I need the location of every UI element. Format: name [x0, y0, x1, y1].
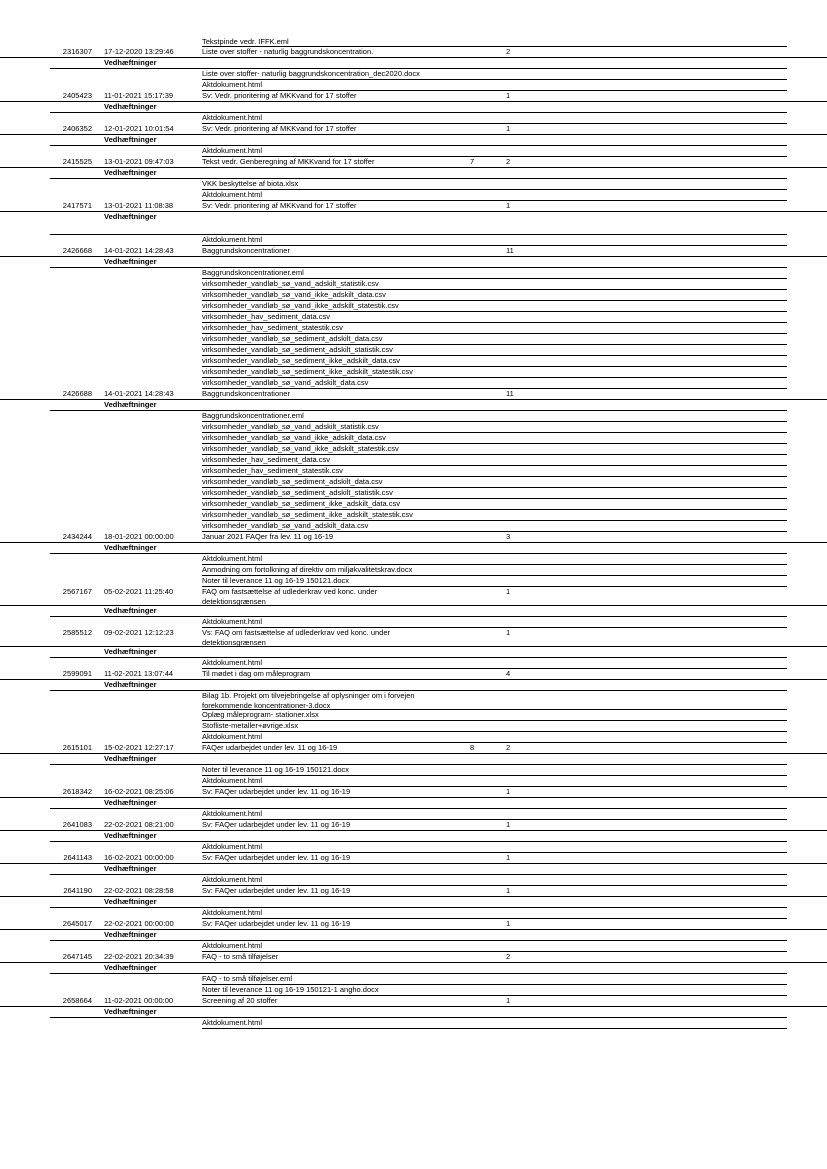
attachment-name: virksomheder_vandløb_sø_sediment_adskilt_statistik.csv	[202, 345, 393, 354]
attachments-label: Vedhæftninger	[104, 831, 157, 840]
record-row	[0, 919, 827, 930]
record-count-b: 1	[506, 886, 511, 895]
attachment-name: Aktdokument.html	[202, 190, 263, 199]
attachment-row	[0, 444, 827, 455]
attachment-name: Stofliste-metaller+øvrige.xlsx	[202, 721, 299, 730]
attachments-label-row	[0, 680, 827, 691]
top-attachment-row	[0, 37, 827, 47]
attachment-row	[0, 411, 827, 422]
attachment-row	[0, 367, 827, 378]
attachment-name: virksomheder_vandløb_sø_sediment_ikke_adskilt_data.csv	[202, 499, 401, 508]
attachment-name: Baggrundskoncentrationer.eml	[202, 411, 304, 420]
record-subject: Til mødet i dag om måleprogram	[202, 669, 311, 678]
attachments-label-row	[0, 930, 827, 941]
attachment-row	[0, 974, 827, 985]
attachments-label: Vedhæftninger	[104, 212, 157, 221]
record-id: 2426668	[62, 246, 92, 255]
record-count-b: 1	[506, 201, 511, 210]
attachments-label-row	[0, 102, 827, 113]
attachment-row	[0, 466, 827, 477]
attachment-name: virksomheder_vandløb_sø_vand_adskilt_statistik.csv	[202, 279, 379, 288]
attachments-label-row	[0, 606, 827, 617]
attachment-name: virksomheder_vandløb_sø_vand_adskilt_data.csv	[202, 378, 369, 387]
attachment-row	[0, 268, 827, 279]
attachment-row	[0, 617, 827, 628]
record-subject: Vs: FAQ om fastsættelse af udlederkrav ved konc. under detektionsgrænsen	[202, 628, 391, 647]
record-id: 2615101	[62, 743, 92, 752]
attachment-row	[0, 658, 827, 669]
attachment-name: virksomheder_vandløb_sø_sediment_ikke_adskilt_statestik.csv	[202, 367, 413, 376]
attachments-label: Vedhæftninger	[104, 680, 157, 689]
record-date: 13-01-2021 11:08:38	[104, 201, 174, 210]
record-subject: Sv: FAQer udarbejdet under lev. 11 og 16-19	[202, 919, 351, 928]
attachment-row	[0, 809, 827, 820]
record-count-b: 1	[506, 996, 511, 1005]
record-id: 2641143	[63, 853, 92, 862]
record-date: 13-01-2021 09:47:03	[104, 157, 174, 166]
record-id: 2316307	[62, 47, 92, 56]
record-id: 2417571	[62, 201, 92, 210]
attachment-row	[0, 510, 827, 521]
attachment-name: Aktdokument.html	[202, 732, 263, 741]
attachments-label-row	[0, 647, 827, 658]
record-date: 11-01-2021 15:17:39	[104, 91, 174, 100]
attachments-label: Vedhæftninger	[104, 864, 157, 873]
record-row	[0, 157, 827, 168]
record-subject: Tekst vedr. Genberegning af MKKvand for 17 stoffer	[202, 157, 375, 166]
attachments-label: Vedhæftninger	[104, 897, 157, 906]
record-count-b: 2	[506, 157, 511, 166]
attachment-row	[0, 710, 827, 721]
record-count-b: 11	[506, 246, 514, 255]
record-subject: Sv: FAQer udarbejdet under lev. 11 og 16-19	[202, 853, 351, 862]
record-count-b: 2	[506, 47, 511, 56]
attachment-name: Anmodning om fortolkning af direktiv om miljøkvalitetskrav.docx	[202, 565, 413, 574]
attachment-name: virksomheder_vandløb_sø_vand_ikke_adskilt_data.csv	[202, 433, 386, 442]
attachment-row	[0, 290, 827, 301]
record-subject: FAQ om fastsættelse af udlederkrav ved konc. under detektionsgrænsen	[202, 587, 378, 606]
record-date: 16-02-2021 08:25:06	[104, 787, 174, 796]
record-count-b: 1	[506, 587, 511, 596]
attachment-name: virksomheder_vandløb_sø_sediment_ikke_adskilt_statestik.csv	[202, 510, 413, 519]
attachment-name: Aktdokument.html	[202, 80, 263, 89]
record-date: 12-01-2021 10:01:54	[104, 124, 174, 133]
attachments-label: Vedhæftninger	[104, 963, 157, 972]
attachment-name: virksomheder_vandløb_sø_sediment_adskilt_data.csv	[202, 334, 383, 343]
record-row	[0, 124, 827, 135]
attachments-label-row	[0, 400, 827, 411]
attachment-name: virksomheder_vandløb_sø_vand_ikke_adskilt_statestik.csv	[202, 444, 399, 453]
attachment-name: Baggrundskoncentrationer.eml	[202, 268, 304, 277]
record-date: 17-12-2020 13:29:46	[104, 47, 174, 56]
attachment-row	[0, 113, 827, 124]
attachment-row	[0, 765, 827, 776]
record-count-b: 1	[506, 787, 511, 796]
attachments-label: Vedhæftninger	[104, 798, 157, 807]
record-row	[0, 47, 827, 58]
record-count-b: 3	[506, 532, 511, 541]
attachment-row	[0, 422, 827, 433]
attachment-row	[0, 521, 827, 532]
record-subject: FAQer udarbejdet under lev. 11 og 16-19	[202, 743, 338, 752]
attachment-row	[0, 345, 827, 356]
attachments-label: Vedhæftninger	[104, 754, 157, 763]
attachment-row	[0, 721, 827, 732]
record-row	[0, 669, 827, 680]
attachment-name: virksomheder_vandløb_sø_sediment_adskilt_statistik.csv	[202, 488, 393, 497]
record-id: 2585512	[62, 628, 92, 637]
attachments-label: Vedhæftninger	[104, 647, 157, 656]
attachment-row	[0, 1018, 827, 1029]
attachment-row	[0, 356, 827, 367]
attachment-name: virksomheder_hav_sediment_data.csv	[202, 312, 330, 321]
record-row	[0, 246, 827, 257]
record-id: 2641083	[62, 820, 92, 829]
attachment-row	[0, 378, 827, 389]
attachments-label: Vedhæftninger	[104, 1007, 157, 1016]
record-date: 18-01-2021 00:00:00	[104, 532, 174, 541]
record-date: 22-02-2021 00:00:00	[104, 919, 174, 928]
record-subject: Sv: FAQer udarbejdet under lev. 11 og 16-19	[202, 820, 351, 829]
attachment-row	[0, 323, 827, 334]
attachments-label-row	[0, 864, 827, 875]
record-subject: Sv: Vedr. prioritering af MKKvand for 17 stoffer	[202, 91, 357, 100]
attachment-row	[0, 279, 827, 290]
attachment-name: Aktdokument.html	[202, 809, 263, 818]
record-id: 2434244	[62, 532, 92, 541]
attachment-name: Aktdokument.html	[202, 908, 263, 917]
record-date: 14-01-2021 14:28:43	[104, 246, 174, 255]
attachments-label-row	[0, 798, 827, 809]
attachment-name: Aktdokument.html	[202, 1018, 263, 1027]
record-row	[0, 787, 827, 798]
attachment-row	[0, 776, 827, 787]
attachments-label: Vedhæftninger	[104, 58, 157, 67]
record-date: 22-02-2021 08:28:58	[104, 886, 174, 895]
attachment-name: Oplæg måleprogram- stationer.xlsx	[202, 710, 319, 719]
record-row	[0, 853, 827, 864]
record-subject: Baggrundskoncentrationer	[202, 246, 290, 255]
attachments-label-row	[0, 1007, 827, 1018]
record-id: 2641190	[63, 886, 92, 895]
attachment-name: virksomheder_vandløb_sø_vand_adskilt_data.csv	[202, 521, 369, 530]
attachment-name: virksomheder_hav_sediment_statestik.csv	[202, 466, 343, 475]
record-date: 05-02-2021 11:25:40	[104, 587, 174, 596]
attachment-name: Aktdokument.html	[202, 875, 263, 884]
attachments-label-row	[0, 168, 827, 179]
attachment-name: Aktdokument.html	[202, 617, 263, 626]
attachments-label: Vedhæftninger	[104, 400, 157, 409]
record-count-a: 7	[470, 157, 475, 166]
attachment-row	[0, 908, 827, 919]
attachments-label-row	[0, 963, 827, 974]
attachments-label-row	[0, 897, 827, 908]
record-count-b: 4	[506, 669, 511, 678]
record-id: 2405423	[62, 91, 92, 100]
attachment-row	[0, 301, 827, 312]
attachment-name: Aktdokument.html	[202, 776, 263, 785]
record-row	[0, 996, 827, 1007]
record-count-b: 1	[506, 919, 511, 928]
attachment-row	[0, 875, 827, 886]
document-table	[0, 37, 827, 1029]
attachment-row	[0, 732, 827, 743]
record-subject: Sv: Vedr. prioritering af MKKvand for 17 stoffer	[202, 201, 357, 210]
record-date: 11-02-2021 13:07:44	[104, 669, 174, 678]
attachment-name: Noter til leverance 11 og 16-19 150121.docx	[202, 576, 350, 585]
record-subject: Sv: FAQer udarbejdet under lev. 11 og 16-19	[202, 787, 351, 796]
record-row	[0, 389, 827, 400]
attachment-name: Aktdokument.html	[202, 842, 263, 851]
attachment-name: Tekstpinde vedr. IFFK.eml	[202, 37, 289, 46]
attachments-label: Vedhæftninger	[104, 606, 157, 615]
record-date: 16-02-2021 00:00:00	[104, 853, 174, 862]
attachment-row	[0, 985, 827, 996]
attachments-label-row	[0, 754, 827, 765]
attachment-row	[0, 488, 827, 499]
attachment-row	[0, 576, 827, 587]
attachment-name: Noter til leverance 11 og 16-19 150121-1 angho.docx	[202, 985, 379, 994]
attachment-name: Aktdokument.html	[202, 658, 263, 667]
record-subject: Screening af 20 stoffer	[202, 996, 278, 1005]
attachment-name: VKK beskyttelse af biota.xlsx	[202, 179, 299, 188]
attachment-row	[0, 190, 827, 201]
record-date: 15-02-2021 12:27:17	[104, 743, 174, 752]
record-id: 2658664	[62, 996, 92, 1005]
attachment-name: Aktdokument.html	[202, 235, 263, 244]
attachments-label: Vedhæftninger	[104, 257, 157, 266]
attachment-name: virksomheder_hav_sediment_statestik.csv	[202, 323, 343, 332]
attachment-name: virksomheder_vandløb_sø_sediment_ikke_adskilt_data.csv	[202, 356, 401, 365]
record-subject: Sv: Vedr. prioritering af MKKvand for 17 stoffer	[202, 124, 357, 133]
record-row	[0, 91, 827, 102]
attachments-label: Vedhæftninger	[104, 102, 157, 111]
record-subject: Liste over stoffer - naturlig baggrundskoncentration.	[202, 47, 374, 56]
record-count-b: 2	[506, 952, 511, 961]
attachment-name: Noter til leverance 11 og 16-19 150121.docx	[202, 765, 350, 774]
attachment-name: virksomheder_vandløb_sø_vand_ikke_adskilt_data.csv	[202, 290, 386, 299]
attachments-label-row	[0, 257, 827, 268]
attachment-row	[0, 146, 827, 157]
attachment-row	[0, 334, 827, 345]
record-subject: Sv: FAQer udarbejdet under lev. 11 og 16-19	[202, 886, 351, 895]
record-date: 22-02-2021 20:34:39	[104, 952, 174, 961]
record-subject: Baggrundskoncentrationer	[202, 389, 290, 398]
record-subject: Januar 2021 FAQer fra lev. 11 og 16-19	[202, 532, 334, 541]
record-count-b: 1	[506, 91, 511, 100]
attachments-label: Vedhæftninger	[104, 168, 157, 177]
attachments-label-row	[0, 831, 827, 842]
record-count-b: 2	[506, 743, 511, 752]
attachment-row	[0, 565, 827, 576]
attachment-name: virksomheder_vandløb_sø_sediment_adskilt_data.csv	[202, 477, 383, 486]
record-id: 2426688	[62, 389, 92, 398]
record-date: 14-01-2021 14:28:43	[104, 389, 174, 398]
attachments-label-row	[0, 212, 827, 235]
record-count-a: 8	[470, 743, 475, 752]
record-row	[0, 532, 827, 543]
attachment-row	[0, 499, 827, 510]
attachment-row	[0, 941, 827, 952]
attachments-label: Vedhæftninger	[104, 135, 157, 144]
attachment-name: Aktdokument.html	[202, 554, 263, 563]
attachment-name: Aktdokument.html	[202, 146, 263, 155]
record-row	[0, 587, 827, 606]
attachment-row	[0, 691, 827, 710]
attachments-label: Vedhæftninger	[104, 930, 157, 939]
attachment-name: Aktdokument.html	[202, 113, 263, 122]
attachment-row	[0, 554, 827, 565]
record-row	[0, 952, 827, 963]
record-count-b: 1	[506, 820, 511, 829]
record-count-b: 1	[506, 628, 511, 637]
record-id: 2415525	[62, 157, 92, 166]
record-row	[0, 820, 827, 831]
attachment-name: Bilag 1b. Projekt om tilvejebringelse af oplysninger om i forvejen forekommende koncentrationer-3.docx	[202, 691, 415, 710]
attachment-row	[0, 477, 827, 488]
record-id: 2599091	[62, 669, 92, 678]
attachment-row	[0, 842, 827, 853]
record-row	[0, 886, 827, 897]
record-id: 2645017	[62, 919, 92, 928]
attachment-row	[0, 455, 827, 466]
attachment-name: FAQ - to små tilføjelser.eml	[202, 974, 293, 983]
record-id: 2647145	[62, 952, 92, 961]
attachments-label-row	[0, 543, 827, 554]
record-row	[0, 628, 827, 647]
record-date: 09-02-2021 12:12:23	[104, 628, 174, 637]
record-count-b: 1	[506, 853, 511, 862]
attachment-name: Liste over stoffer- naturlig baggrundskoncentration_dec2020.docx	[202, 69, 420, 78]
attachments-label: Vedhæftninger	[104, 543, 157, 552]
attachment-row	[0, 179, 827, 190]
attachment-name: virksomheder_hav_sediment_data.csv	[202, 455, 330, 464]
record-id: 2618342	[62, 787, 92, 796]
record-subject: FAQ - to små tilføjelser	[202, 952, 279, 961]
record-row	[0, 743, 827, 754]
attachment-row	[0, 69, 827, 80]
record-count-b: 1	[506, 124, 511, 133]
attachment-row	[0, 312, 827, 323]
attachment-name: Aktdokument.html	[202, 941, 263, 950]
record-row	[0, 201, 827, 212]
attachments-label-row	[0, 135, 827, 146]
record-count-b: 11	[506, 389, 514, 398]
attachment-row	[0, 433, 827, 444]
attachment-name: virksomheder_vandløb_sø_vand_ikke_adskilt_statestik.csv	[202, 301, 399, 310]
attachment-row	[0, 80, 827, 91]
attachment-name: virksomheder_vandløb_sø_vand_adskilt_statistik.csv	[202, 422, 379, 431]
record-id: 2567167	[62, 587, 92, 596]
record-date: 11-02-2021 00:00:00	[104, 996, 174, 1005]
attachments-label-row	[0, 58, 827, 69]
record-id: 2406352	[62, 124, 92, 133]
attachment-row	[0, 235, 827, 246]
record-date: 22-02-2021 08:21:00	[104, 820, 174, 829]
